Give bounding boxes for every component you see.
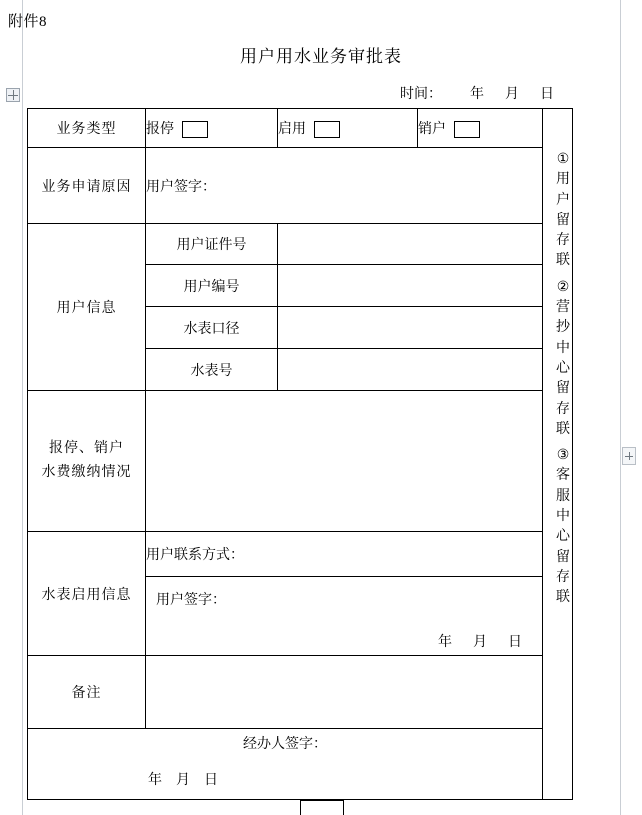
- footer-table-stub: [300, 800, 344, 815]
- checkbox-baoting[interactable]: [182, 121, 208, 138]
- field-name-meter-number: 水表号: [146, 349, 278, 391]
- checkbox-qiyong[interactable]: [314, 121, 340, 138]
- page-title: 用户用水业务审批表: [240, 47, 402, 66]
- page-edge-right: [620, 0, 621, 815]
- field-value-meter-number[interactable]: [278, 349, 543, 391]
- payment-status-label-line2: 水费缴纳情况: [41, 465, 132, 480]
- date-line: [0, 83, 642, 103]
- move-handle-icon[interactable]: [6, 88, 20, 102]
- checkbox-xiaohu[interactable]: [454, 121, 480, 138]
- date-line-text: 时间： 年 月 日: [400, 87, 554, 102]
- side-strip: [548, 150, 578, 609]
- meter-enable-sign-label: 用户签字：: [156, 593, 226, 608]
- page-edge-left: [22, 0, 23, 815]
- attachment-label: 附件8: [8, 14, 48, 30]
- business-type-option-qiyong[interactable]: [278, 109, 418, 148]
- field-value-meter-caliber[interactable]: [278, 307, 543, 349]
- field-name-user-number: 用户编号: [146, 265, 278, 307]
- meter-enable-ymd: 年 月 日: [438, 635, 522, 650]
- payment-status-content[interactable]: [146, 391, 543, 532]
- option-label-qiyong: 启用: [278, 121, 306, 137]
- apply-reason-content[interactable]: 用户签字：: [146, 148, 543, 224]
- option-label-xiaohu: 销户: [418, 121, 446, 137]
- table-row: [28, 656, 573, 729]
- table-row: [28, 148, 573, 224]
- handler-ymd: 年 月 日: [148, 773, 218, 788]
- table-row: [28, 729, 573, 800]
- side-strip-item-3: ③ 客 服 中 心 留 存 联: [556, 448, 570, 606]
- approval-form-table: [27, 108, 573, 800]
- remark-content[interactable]: [146, 656, 543, 729]
- payment-status-label-line1: 报停、销户: [49, 441, 124, 457]
- resize-handle-icon[interactable]: [622, 447, 636, 465]
- table-row: [28, 224, 573, 265]
- handler-sign-cell[interactable]: [28, 729, 543, 800]
- payment-status-label: [28, 391, 146, 532]
- apply-reason-label: 业务申请原因: [28, 148, 146, 224]
- business-type-option-xiaohu[interactable]: [418, 109, 543, 148]
- field-name-id-number: 用户证件号: [146, 224, 278, 265]
- side-strip-item-1: ① 用 户 留 存 联: [556, 152, 570, 269]
- user-info-label: 用户信息: [28, 224, 146, 391]
- meter-enable-label: 水表启用信息: [28, 532, 146, 656]
- field-name-meter-caliber: 水表口径: [146, 307, 278, 349]
- business-type-label: 业务类型: [28, 109, 146, 148]
- contact-field[interactable]: 用户联系方式：: [146, 532, 543, 577]
- business-type-option-baoting[interactable]: [146, 109, 278, 148]
- side-strip-item-2: ② 营 抄 中 心 留 存 联: [556, 279, 570, 437]
- table-row: [28, 391, 573, 532]
- table-row: [28, 532, 573, 577]
- meter-enable-sign-cell[interactable]: [146, 577, 543, 656]
- field-value-user-number[interactable]: [278, 265, 543, 307]
- table-row: [28, 109, 573, 148]
- handler-sign-label: 经办人签字：: [243, 737, 327, 752]
- option-label-baoting: 报停: [146, 121, 174, 137]
- field-value-id-number[interactable]: [278, 224, 543, 265]
- remark-label: 备注: [28, 656, 146, 729]
